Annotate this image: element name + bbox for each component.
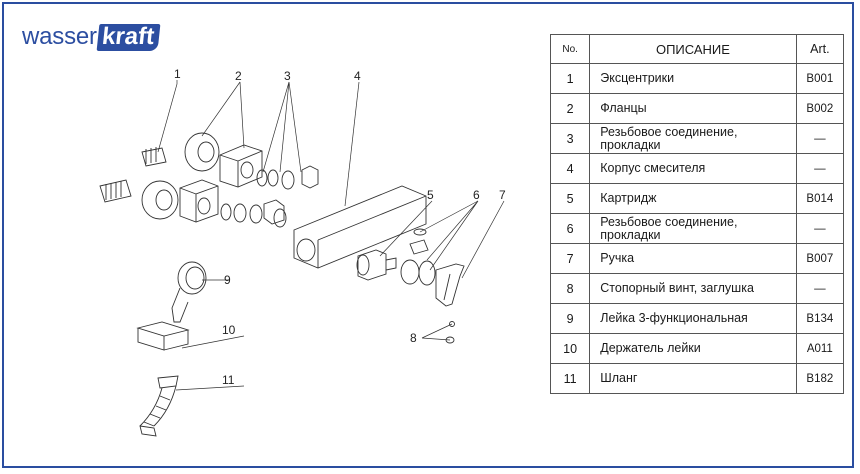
part-flange-round-lower [142, 181, 178, 219]
callout-11: 11 [222, 373, 235, 387]
table-row: 8 Стопорный винт, заглушка — [551, 274, 844, 304]
part-flange-square-upper [220, 145, 262, 187]
callout-1: 1 [174, 67, 181, 81]
brand-logo-wordmark: wasser [22, 23, 97, 50]
parts-table [550, 34, 844, 394]
exploded-diagram [80, 60, 540, 460]
callout-10: 10 [222, 323, 236, 337]
part-shower-head [172, 262, 206, 322]
table-row: 2 Фланцы B002 [551, 94, 844, 124]
table-row: 3 Резьбовое соединение, прокладки — [551, 124, 844, 154]
callout-9: 9 [224, 273, 231, 287]
part-eccentric-upper [142, 147, 166, 166]
part-eccentric-lower [100, 180, 131, 202]
table-row: 4 Корпус смесителя — [551, 154, 844, 184]
header-no: No. [551, 35, 590, 64]
part-gaskets-lower [221, 200, 286, 227]
callout-6: 6 [473, 188, 480, 202]
table-row: 6 Резьбовое соединение, прокладки — [551, 214, 844, 244]
callout-4: 4 [354, 69, 361, 83]
part-gaskets-upper [257, 166, 318, 189]
brand-logo [22, 23, 159, 51]
callout-3: 3 [284, 69, 291, 83]
part-cartridge [357, 250, 396, 280]
part-flange-square-lower [180, 180, 218, 222]
table-row: 7 Ручка B007 [551, 244, 844, 274]
callout-7: 7 [499, 188, 506, 202]
part-handle [436, 264, 464, 306]
brand-logo-badge: kraft [96, 24, 160, 51]
callout-2: 2 [235, 69, 242, 83]
callout-8: 8 [410, 331, 417, 345]
part-hose [140, 376, 178, 436]
part-shower-holder [138, 322, 188, 350]
table-row: 9 Лейка 3-функциональная B134 [551, 304, 844, 334]
table-row: 11 Шланг B182 [551, 364, 844, 394]
parts-table-header [551, 35, 844, 64]
header-art: Art. [796, 35, 843, 64]
table-row: 5 Картридж B014 [551, 184, 844, 214]
callout-5: 5 [427, 188, 434, 202]
table-row: 1 Эксцентрики B001 [551, 64, 844, 94]
part-flange-round-upper [185, 133, 219, 171]
header-description: ОПИСАНИЕ [590, 35, 796, 64]
table-row: 10 Держатель лейки A011 [551, 334, 844, 364]
